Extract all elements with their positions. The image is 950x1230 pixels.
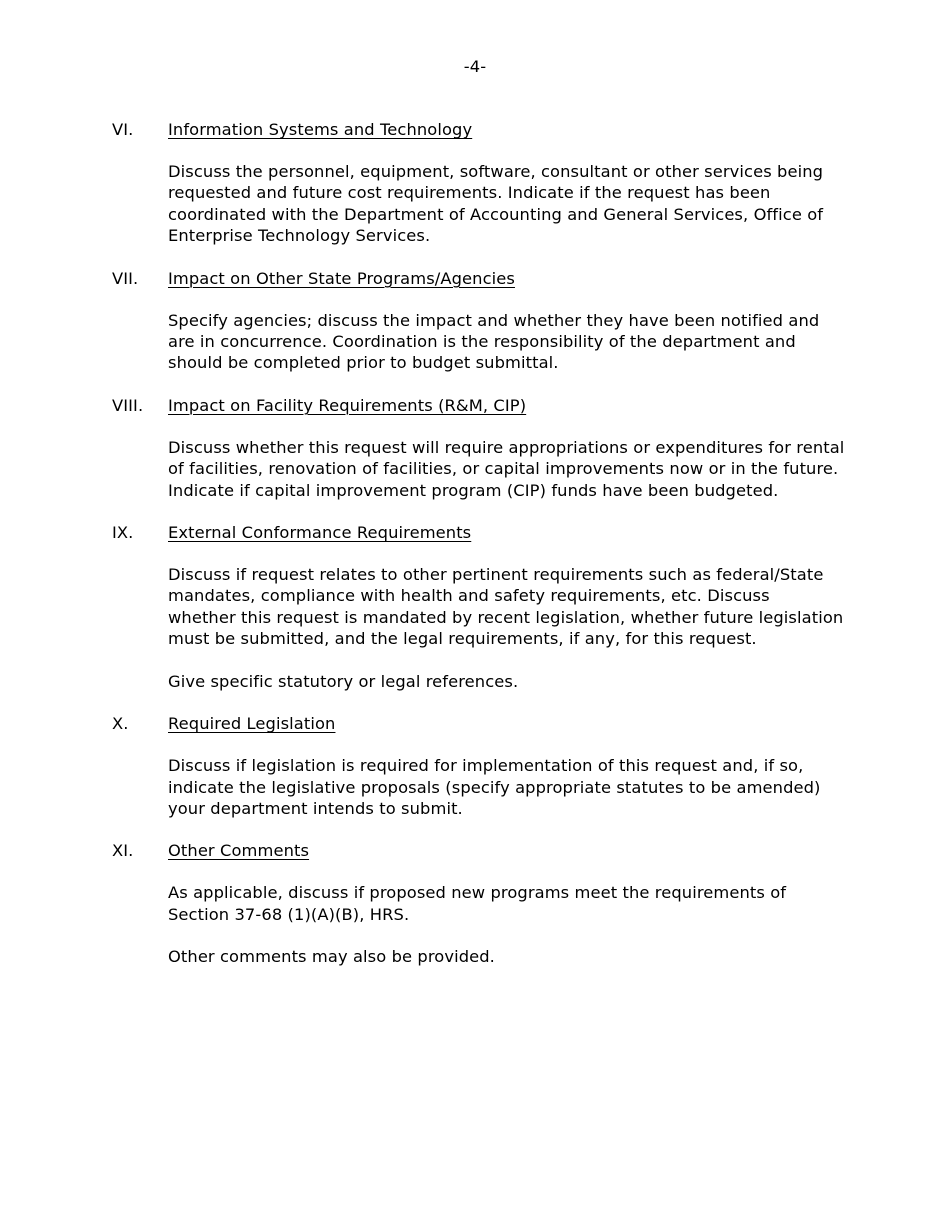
section-ix — [112, 522, 852, 692]
section-heading: Required Legislation — [168, 714, 336, 734]
section-viii — [112, 395, 852, 501]
section-paragraph: Other comments may also be provided. — [168, 947, 495, 967]
section-paragraph: Discuss the personnel, equipment, software, consultant or other services being requested and future cost requirements. Indicate if the request has been coordinated with the Department of Accounting and General Services, Office of Enterprise Technology Services. — [168, 162, 824, 246]
section-heading-row — [112, 268, 852, 289]
section-heading: Information Systems and Technology — [168, 120, 473, 139]
section-xi — [112, 840, 852, 967]
section-numeral: X. — [112, 714, 129, 734]
section-heading-row — [112, 713, 852, 734]
section-heading: Impact on Other State Programs/Agencies — [168, 268, 515, 288]
section-paragraph: Specify agencies; discuss the impact and whether they have been notified and are in concurrence. Coordination is the responsibility of the department and should be completed prior to budget submittal. — [168, 310, 820, 373]
section-heading-row — [112, 395, 852, 416]
page-number: -4- — [463, 57, 487, 76]
section-vii — [112, 268, 852, 374]
document-body — [112, 119, 852, 989]
section-heading-row — [112, 522, 852, 543]
section-heading: External Conformance Requirements — [168, 523, 472, 543]
section-paragraph: Discuss if request relates to other pertinent requirements such as federal/State mandates, compliance with health and safety requirements, etc. Discuss whether this request is mandated by recent legislation, whether future legislation must be submitted, and the legal requirements, if any, for this request. — [168, 565, 844, 649]
section-numeral: VII. — [112, 268, 139, 288]
section-numeral: XI. — [112, 841, 134, 861]
section-numeral: VIII. — [112, 395, 144, 415]
section-numeral: VI. — [112, 120, 134, 139]
section-paragraph: Discuss if legislation is required for implementation of this request and, if so, indicate the legislative proposals (specify appropriate statutes to be amended) your department intends to submit. — [168, 756, 821, 818]
section-heading: Impact on Facility Requirements (R&M, CIP) — [168, 395, 527, 415]
section-vi — [112, 119, 852, 247]
section-heading-row — [112, 119, 852, 140]
section-x — [112, 713, 852, 819]
section-paragraph: Discuss whether this request will require appropriations or expenditures for rental of facilities, renovation of facilities, or capital improvements now or in the future. Indicate if capital improvement program (CIP) funds have been budgeted. — [168, 437, 845, 500]
section-paragraph: As applicable, discuss if proposed new programs meet the requirements of Section 37-68 (1)(A)(B), HRS. — [168, 883, 787, 924]
section-paragraph: Give specific statutory or legal references. — [168, 671, 519, 691]
section-heading-row — [112, 840, 852, 861]
section-heading: Other Comments — [168, 841, 310, 861]
section-numeral: IX. — [112, 523, 134, 543]
